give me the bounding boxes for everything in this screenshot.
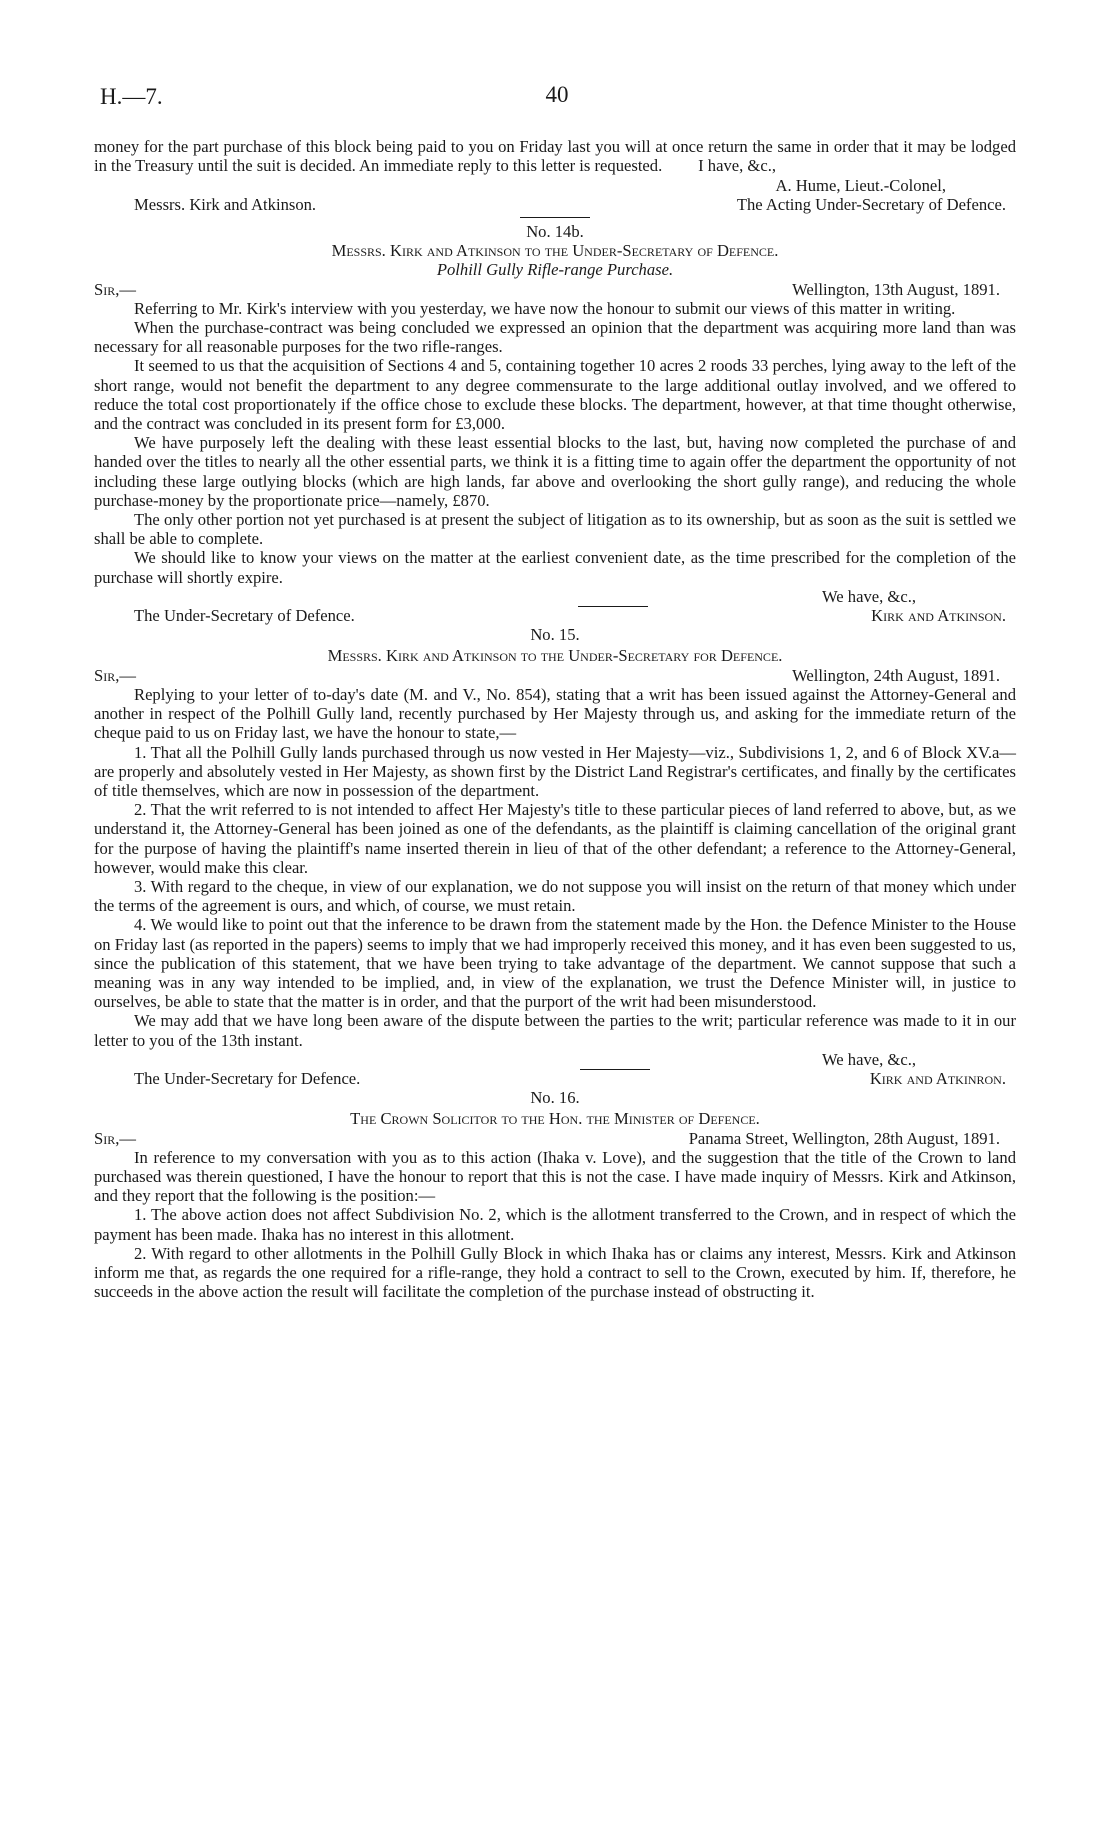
paragraph: 1. The above action does not affect Subdivision No. 2, which is the allotment transferred to the Crown, and in respect of which the payment has been made. Ihaka has no interest in this allotment. [94,1205,1016,1244]
place-date: Panama Street, Wellington, 28th August, 1891. [688,1128,1000,1148]
paragraph: 3. With regard to the cheque, in view of our explanation, we do not suppose you will insist on the return of that money which under the terms of the agreement is ours, and which, of course, we must retain. [94,876,1016,916]
intro-addressee: Messrs. Kirk and Atkinson. [134,194,317,214]
paragraph: Referring to Mr. Kirk's interview with you yesterday, we have now the honour to submit our views of this matter in writing. [134,298,956,318]
salutation: Sir,— [94,665,136,685]
paragraph: When the purchase-contract was being concluded we expressed an opinion that the department was acquiring more land than was necessary for all reasonable purposes for the two rifle-ranges. [94,318,1016,357]
paragraph: Replying to your letter of to-day's date (M. and V., No. 854), stating that a writ has been issued against the Attorney-General and another in respect of the Polhill Gully land, recently purchased by Her Majesty through us, and asking for the immediate return of the cheque paid to us on Friday last, we have the honour to state,— [94,684,1016,743]
document-body [94,137,1016,1301]
place-date: Wellington, 13th August, 1891. [792,279,1000,299]
letter-subheading: Polhill Gully Rifle-range Purchase. [436,260,674,280]
paragraph: 2. That the writ referred to is not intended to affect Her Majesty's title to these particular pieces of land referred to above, but, as we understand it, the Attorney-General has been joined as one of the defendants, as the plaintiff is claiming cancellation of the original grant for the purpose of having the plaintiff's name inserted therein in lieu of that of the other defendant; a reference to the Attorney-General, however, would make this clear. [94,800,1016,877]
page-number: 40 [545,82,569,107]
letter-number: No. 14b. [526,222,584,242]
letter-14b [94,222,1016,625]
letter-heading: Messrs. Kirk and Atkinson to the Under-Secretary for Defence. [327,646,783,666]
intro-paragraph: money for the part purchase of this block being paid to you on Friday last you will at once return the same in order that it may be lodged in the Treasury until the suit is decided. An immediate reply to this letter is requested. [94,137,1016,176]
place-date: Wellington, 24th August, 1891. [792,665,1000,685]
signature: Kirk and Atkinron. [869,1068,1006,1088]
paragraph: We should like to know your views on the matter at the earliest convenient date, as the time prescribed for the completion of the purchase will shortly expire. [94,548,1016,587]
paragraph: 2. With regard to other allotments in the Polhill Gully Block in which Ihaka has or claims any interest, Messrs. Kirk and Atkinson inform me that, as regards the one required for a rifle-range, they hold a contract to sell to the Crown, executed by him. If, therefore, he succeeds in the above action the result will facilitate the completion of the purchase instead of obstructing it. [94,1243,1016,1302]
letter-heading: The Crown Solicitor to the Hon. the Minister of Defence. [350,1109,760,1129]
closing: We have, &c., [821,1049,916,1069]
letter-15 [94,625,1016,1088]
section-divider [580,1069,650,1088]
salutation: Sir,— [94,1128,136,1148]
signature: Kirk and Atkinson. [871,606,1006,626]
document-reference: H.—7. [100,84,163,109]
paragraph: 1. That all the Polhill Gully lands purchased through us now vested in Her Majesty—viz., Subdivisions 1, 2, and 6 of Block XV.a—are properly and absolutely vested in Her Majesty, as shown first by the District Land Registrar's certificates, and finally by the certificates of title themselves, which are now in possession of the department. [94,742,1016,800]
intro-section [94,137,1016,214]
paragraph: 4. We would like to point out that the inference to be drawn from the statement made by the Hon. the Defence Minister to the House on Friday last (as reported in the papers) seems to imply that we had improperly received this money, and it has even been suggested to us, since the publication of this statement, that we have been trying to take advantage of the department. We cannot suppose that such a meaning was in any way intended to be implied, and, in view of the explanation, we trust the Defence Minister will, in justice to ourselves, be able to state that the matter is in order, and that the purport of the writ had been misunderstood. [94,915,1016,1012]
paragraph: In reference to my conversation with you as to this action (Ihaka v. Love), and the suggestion that the title of the Crown to land purchased was therein questioned, I have the honour to report that this is not the case. I have made inquiry of Messrs. Kirk and Atkinson, and they report that the following is the position:— [94,1147,1016,1206]
closing: We have, &c., [821,586,916,606]
section-divider [578,606,648,625]
intro-closing: I have, &c., [698,156,776,176]
addressee: The Under-Secretary of Defence. [134,606,355,626]
salutation: Sir,— [94,279,136,299]
addressee: The Under-Secretary for Defence. [134,1068,361,1088]
letter-16 [94,1088,1016,1301]
paragraph: We have purposely left the dealing with these least essential blocks to the last, but, having now completed the purchase of and handed over the titles to nearly all the other essential parts, we think it is a fitting time to again offer the department the opportunity of not including these large outlying blocks (which are high lands, far above and overlooking the short gully range), and reducing the whole purchase-money by the proportionate price—namely, £870. [94,433,1016,510]
section-divider [520,217,590,218]
intro-signature-title: The Acting Under-Secretary of Defence. [736,194,1006,214]
paragraph: We may add that we have long been aware of the dispute between the parties to the writ; particular reference was made to it in our letter to you of the 13th instant. [94,1011,1016,1050]
paragraph: The only other portion not yet purchased is at present the subject of litigation as to its ownership, but as soon as the suit is settled we shall be able to complete. [94,510,1016,549]
intro-signature: A. Hume, Lieut.-Colonel, [775,175,946,195]
paragraph: It seemed to us that the acquisition of Sections 4 and 5, containing together 10 acres 2 roods 33 perches, lying away to the left of the short range, would not benefit the department to any degree commensurate to the large additional outlay involved, and we offered to reduce the total cost proportionately if the office chose to exclude these blocks. The department, however, at that time thought otherwise, and the contract was concluded in its present form for £3,000. [94,356,1016,434]
letter-number: No. 16. [530,1088,580,1108]
letter-heading: Messrs. Kirk and Atkinson to the Under-Secretary of Defence. [331,241,779,261]
letter-number: No. 15. [530,625,580,645]
